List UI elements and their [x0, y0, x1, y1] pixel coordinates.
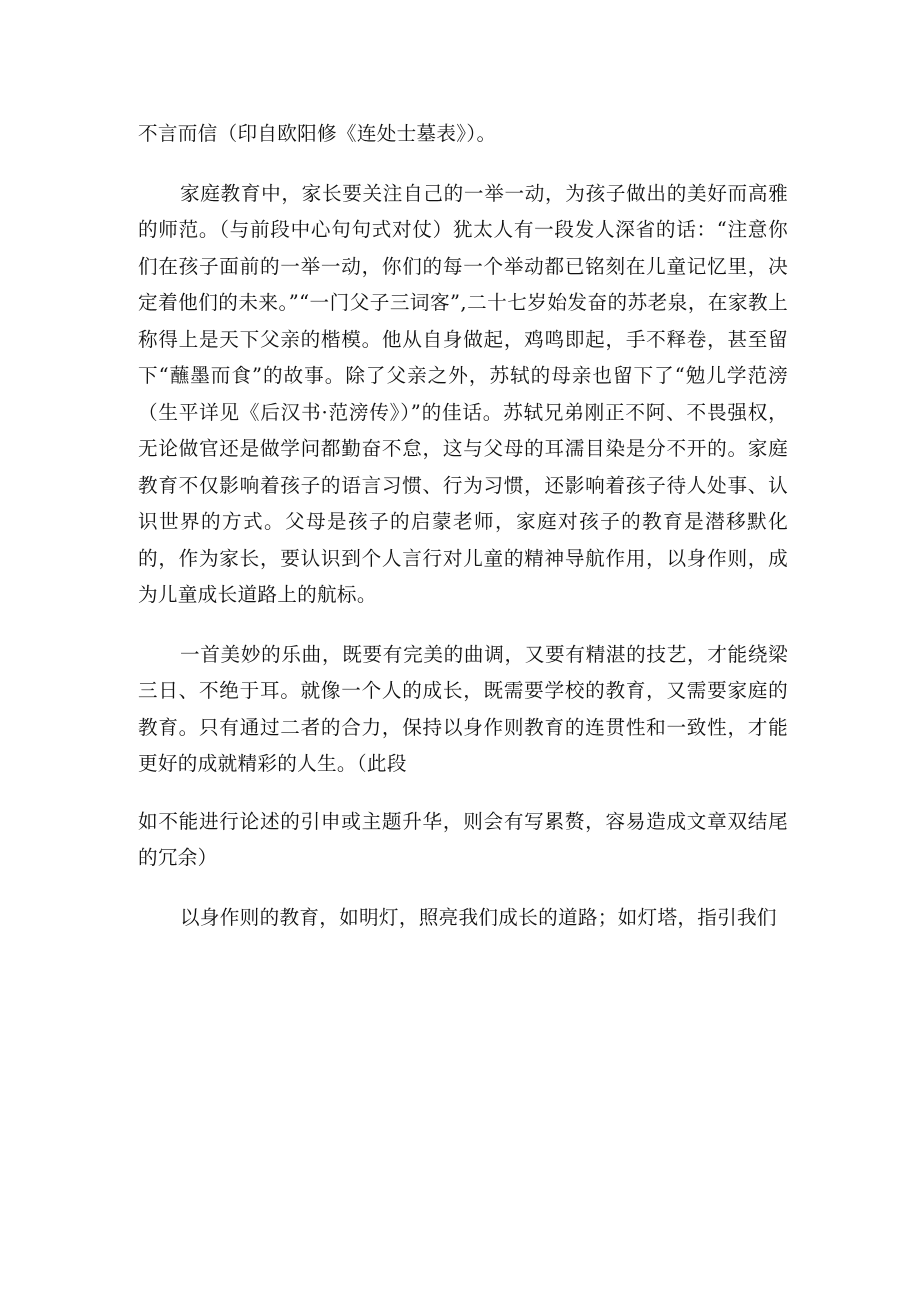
paragraph-annotation-note: 如不能进行论述的引申或主题升华，则会有写累赘，容易造成文章双结尾的冗余）: [138, 809, 788, 869]
paragraph-quote-ending: 不言而信（印自欧阳修《连处士墓表》）。: [138, 122, 497, 145]
paragraph-conclusion-start: 以身作则的教育，如明灯，照亮我们成长的道路；如灯塔，指引我们: [180, 905, 777, 929]
document-body: [138, 116, 788, 936]
paragraph-music-analogy: 一首美妙的乐曲，既要有完美的曲调，又要有精湛的技艺，才能绕梁三日、不绝于耳。就像一个人的成长，既需要学校的教育，又需要家庭的教育。只有通过二者的合力，保持以身作则教育的连贯性和一致性，才能更好的成就精彩的人生。（此段: [138, 642, 788, 775]
paragraph-family-education: 家庭教育中，家长要关注自己的一举一动，为孩子做出的美好而高雅的师范。（与前段中心句句式对仗）犹太人有一段发人深省的话：“注意你们在孩子面前的一举一动，你们的每一个举动都已铭刻在儿童记忆里，决定着他们的未来。”“一门父子三词客”,二十七岁始发奋的苏老泉，在家教上称得上是天下父亲的楷模。他从自身做起，鸡鸣即起，手不释卷，甚至留下“蘸墨而食”的故事。除了父亲之外，苏轼的母亲也留下了“勉儿学范滂（生平详见《后汉书·范滂传》）”的佳话。苏轼兄弟刚正不阿、不畏强权，无论做官还是做学问都勤奋不怠，这与父母的耳濡目染是分不开的。家庭教育不仅影响着孩子的语言习惯、行为习惯，还影响着孩子待人处事、认识世界的方式。父母是孩子的启蒙老师，家庭对孩子的教育是潜移默化的，作为家长，要认识到个人言行对儿童的精神导航作用，以身作则，成为儿童成长道路上的航标。: [138, 181, 788, 606]
